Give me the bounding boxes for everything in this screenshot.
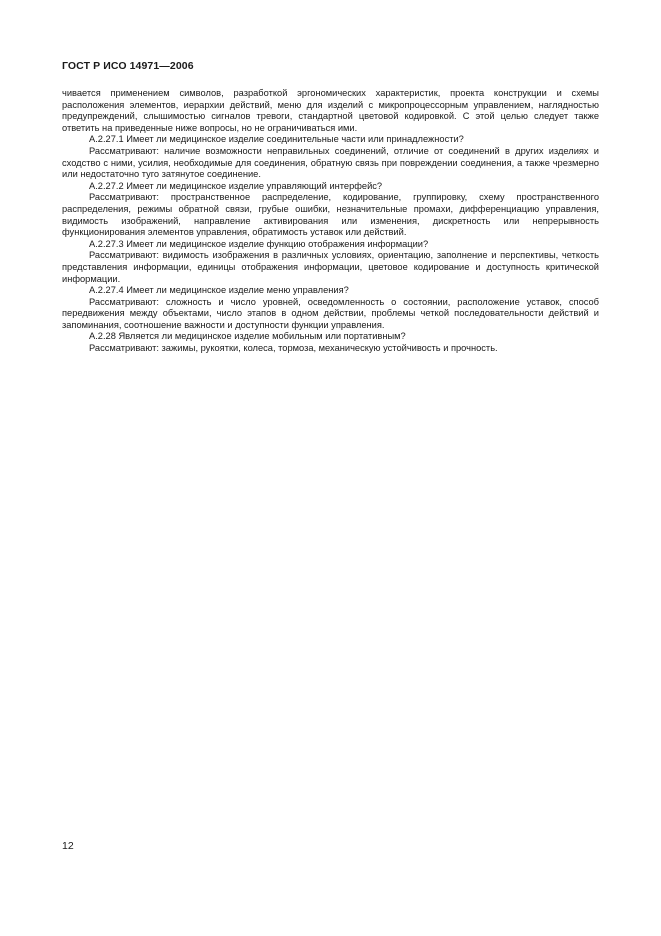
- document-header: ГОСТ Р ИСО 14971—2006: [62, 60, 194, 72]
- clause-a-2-27-3-heading: А.2.27.3 Имеет ли медицинское изделие функцию отображения информации?: [89, 238, 429, 249]
- clause-a-2-27-1-body: Рассматривают: наличие возможности неправильных соединений, отличие от соединений в других изделиях и сходство с ними, усилия, необходимые для соединения, обратную связь при повреждении соединения, а также чрезмерно или недостаточно туго затянутое соединение.: [62, 145, 599, 180]
- clause-a-2-28-heading: А.2.28 Является ли медицинское изделие мобильным или портативным?: [89, 331, 406, 342]
- clause-a-2-27-4-heading: А.2.27.4 Имеет ли медицинское изделие меню управления?: [89, 285, 349, 296]
- clause-a-2-27-4-body: Рассматривают: сложность и число уровней, осведомленность о состоянии, расположение уставок, способ передвижения между объектами, число этапов в одном действии, проблемы четкой последовательности действий и запоминания, соотношение важности и доступности функции управления.: [62, 296, 599, 330]
- clause-a-2-27-1-heading: А.2.27.1 Имеет ли медицинское изделие соединительные части или принадлежности?: [89, 134, 464, 145]
- clause-a-2-27-2-body: Рассматривают: пространственное распределение, кодирование, группировку, схему пространственного распределения, режимы обратной связи, грубые ошибки, незначительные промахи, дифференциацию управления, видимость изображений, направление активирования или изменения, дискретность или непрерывность функционирования элементов управления, обратимость уставок или действий.: [62, 192, 599, 238]
- clause-a-2-27-3-body: Рассматривают: видимость изображения в различных условиях, ориентацию, заполнение и перспективы, четкость представления информации, единицы отображения информации, цветовое кодирование и доступность критической информации.: [62, 250, 599, 284]
- paragraph-continuation: чивается применением символов, разработкой эргономических характеристик, проекта конструкции и схемы расположения элементов, иерархии действий, меню для изделий с микропроцессорным управлением, наглядностью предупреждений, слышимостью сигналов тревоги, стандартной цветовой кодировкой. С этой целью следует также ответить на приведенные ниже вопросы, но не ограничиваться ими.: [62, 88, 599, 133]
- document-body: [62, 88, 599, 355]
- clause-a-2-28-body: Рассматривают: зажимы, рукоятки, колеса, тормоза, механическую устойчивость и прочность.: [89, 343, 498, 354]
- page-number: 12: [62, 840, 74, 852]
- clause-a-2-27-2-heading: А.2.27.2 Имеет ли медицинское изделие управляющий интерфейс?: [89, 180, 383, 191]
